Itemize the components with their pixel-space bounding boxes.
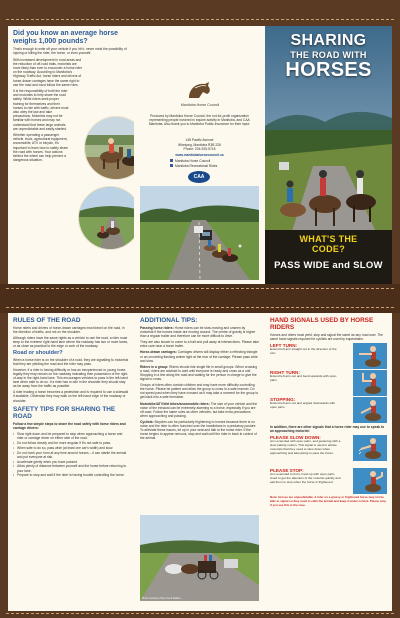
website-link[interactable]: www.manitobahorsecouncil.ca [175,153,224,157]
social-link[interactable]: Manitoba Horse Council [175,159,211,163]
list-item: • Slow right down and be prepared to stop when approaching a horse and rider or carriage driver on either side of the road. [13,432,129,440]
logo-caption: Manitoba Horse Council [180,103,220,107]
cover-title: HORSES [285,59,372,81]
paragraph: That's enough to write off your vehicle if you hit it, never mind the possibility of injuring or killing the rider, the horse, or even yourself. [13,47,127,56]
paragraph: A rider leading a horse becomes a pedestrian and is required to use a sidewalk if available. Otherwise they may walk on the left-hand edge of the roadway or shoulder. [13,390,129,403]
paragraph: When a horse rider is on the shoulder of a road, they are signalling to motorists that they are yielding the road and the rider may pass. [13,357,129,366]
item-lead: Motorbike/ATV/dirt bikes/snowmobile riders: [140,401,210,406]
tips-intro: Follow a few simple steps to share the road safely with horse riders and carriage drivers: [13,421,126,430]
panel-rules [8,313,134,611]
carriage-photo [140,515,259,601]
social-link[interactable]: Manitoba Recreational Rides [175,163,218,168]
slow-down-signal-icon [353,435,387,461]
paragraph: Horse riders and drivers of horse-drawn carriages must travel on the road, in the direction of traffic, and not on the shoulder. [13,326,125,335]
stitch-line [6,288,394,289]
signal-stopping [270,397,387,424]
address-line: Winnipeg, Manitoba R3B 2Z6 [177,142,222,147]
road-photo [140,186,259,280]
tips-list [13,432,129,478]
item-text: Carriages drivers will display either a reflecting triangle or an oncoming flashing amber light at the rear of the carriage. Please pass wide and slow. [140,350,258,363]
signal-text: Extend left arm straight out in the direction of the turn. [270,347,337,355]
list-item: • Prepare to stop and wait if the rider is having trouble controlling the horse. [13,473,129,477]
item-lead: Riders in a group: [140,364,169,369]
signal-title: STOPPING: [270,397,296,403]
signal-text: Extend left arm out and bend upwards with open palm. [270,374,337,382]
panel-additional-tips [134,313,265,611]
paragraph: Although riders have the same rights as a vehicle to use the road, a rider must keep to the extreme right-hand lane where the roadway has two or more lanes, or as close as practical to the edge or curb of the roadway. [13,336,129,349]
section-heading: HAND SIGNALS USED BY HORSE RIDERS [270,317,374,331]
list-item: • Accelerate gently when you have passed. [13,460,129,464]
list-item: • Do not follow closely and be more angular if it's not safe to pass. [13,441,129,445]
signal-text: Arm extended with open palm, and gesturing with a slow patting motion. This signal is used to advise motorists that they need to slow down when approaching and attempting to pass the horse. [270,439,341,455]
caa-logo: CAA [188,171,210,183]
please-stop-signal-icon [353,468,387,494]
paragraph: Horses and riders must yield, stop and signal the same as any road user. The same hand signals required for cyclists are used by equestrians. [270,333,384,342]
signal-left-turn [270,343,387,370]
list-item: • Allow plenty of distance between yourself and the horse before returning to your lane. [13,464,129,472]
panel-producer-info [134,26,265,284]
section-heading: SAFETY TIPS FOR SHARING THE ROAD [13,405,116,420]
paragraph: However, if a rider is having difficulty or has an inexperienced or young horse, legally they may remain on the roadway indicating their possession of the right-of-way in the right-hand lane. This encourages vehicles to pass in the left-hand lane when safe to do so. If a rider has to ride in the shoulder they should stay as far away from the traffic as possible. [13,367,129,389]
item-text: The size of your vehicle and the noise of the exhaust can be extremely alarming to a horse, especially if you are off-road. Follow the same rules as other vehicles, but take extra precautions when approaching and passing. [140,401,258,418]
paragraph: With increased development in rural areas and the reduction of off-road trails, motorists are more likely than ever to encounter a horse rider on the roadway. According to Manitoba's Highway Traffic Act, horse riders and drivers of horse-drawn carriages have the same right to use the road and must follow the same rules. [13,57,83,87]
right-turn-signal-icon [353,370,387,396]
section-heading: ADDITIONAL TIPS: [140,317,198,324]
paragraph: Whether operating a passenger vehicle, truck, agricultural equipment, snowmobile, ATV or bicycle, it's important to learn how to safely share the road with horses. Your actions behind the wheel can help prevent a dangerous situation. [13,133,68,163]
panel-cover [265,26,392,284]
signal-text: Arm extended to front, hand up with open palm. Used to get the attention of the motorist quickly and ask them to stop when the horse is frightened. [270,472,341,484]
panel-horse-weight [8,26,134,284]
code-question: WHAT'S THE [299,234,358,244]
produced-by-text: Produced by Manitoba Horse Council, the not-for-profit organization representing people involved in equine activity in Manitoba, and CAA Manitoba. Also thank you to Manitoba Public Insurance for their input. [148,114,251,127]
item-text: Riders should ride single file in small groups. When crossing a road, riders are advised to wait until everyone is ready and cross as a unit. Stopping in a line along the road and waiting for the person in charge to give the signal to cross. [140,364,258,382]
paragraph: It is the responsibility of both the rider and motorists to help share the road safely. While riders seek proper training for themselves and their horses to ride with traffic, drivers must also obey the law and take precautions. Motorists may not be familiar with horses and may not understand that these large animals are unpredictable and easily startled. [13,89,69,131]
signals-note: In addition, there are other signals that a horse rider may use to speak to an approaching motorist: [270,425,385,434]
signal-text: Extend left arm out and angled downwards with open palm. [270,401,336,409]
list-item: • Do not honk your horn at any time around horses – it can startle the animal and put everyone at risk. [13,451,129,459]
facebook-icon [170,164,173,167]
stop-signal-icon [353,397,387,423]
facebook-icon [170,159,173,162]
phone-line: Phone: 204-925-5718 [183,147,216,151]
footer-note: Note: Horses are unpredictable. A rider on a grassy or frightened horse may not be able to signal so they need to calm the animal and keep it under control. Please stop if you see this is the case. [270,495,386,507]
rider-photo-circle [84,116,134,180]
section-heading: RULES OF THE ROAD [13,317,81,324]
signal-please-stop [270,468,387,496]
item-lead: Cyclists: [140,419,154,424]
stitch-line [6,613,394,614]
list-item: • When safe to do so, pass wide (at least one car's width) and slow. [13,446,129,450]
left-turn-signal-icon [353,343,387,369]
photo-caption: Photo courtesy of Dry Creek Stables [142,597,181,600]
item-lead: Passing horse riders: [140,326,174,330]
code-question: CODE? [312,244,345,254]
sub-heading: Road or shoulder? [13,350,63,357]
signal-title: RIGHT TURN: [270,370,300,376]
address-line: 145 Pacific Avenue [185,138,214,142]
signal-title: PLEASE SLOW DOWN: [270,435,321,441]
signal-title: LEFT TURN: [270,343,298,349]
item-text: They are also slower to come to a halt and pull away at intersections. Please take extra care near a horse trailer. [140,340,259,349]
item-lead: Horse-drawn carriages: [140,350,177,355]
stitched-seam [0,284,400,313]
social-row [170,164,240,168]
signal-right-turn [270,370,387,397]
code-answer: PASS WIDE and SLOW [274,260,383,271]
panel-hand-signals [265,313,392,611]
stitch-line [6,307,394,308]
item-text: Horse riders can be slow-moving and unseen by motorists if the horses inside are moving around. The centre of gravity is higher than a regular trailer and therefore can be more difficult to drive. [140,326,256,339]
signal-title: PLEASE STOP: [270,468,304,474]
panel-heading: Did you know an average horse weighs 1,000 pounds? [13,30,119,45]
cover-title: THE ROAD WITH [290,50,367,60]
stitch-line [6,19,394,20]
item-text: Groups of riders often contain children and may have more difficulty controlling the horse. Please be patient and allow the group to cross in a safe manner. Do not speed past when they have crossed as it may take a moment for the group to get back into a safe formation. [140,383,259,400]
riders-road-photo-circle [78,186,134,250]
cover-title: SHARING [290,32,367,49]
signal-slow-down [270,435,387,468]
item-text: Bicycles can be particularly frightening to horses because there is no noise and the rider is often hunched over the handlebars in a predatory posture. To alleviate these issues, let up in your seat and talk to the horse rider. If the horse begins to appear nervous, stop and wait until the rider is back in control of the animal. [140,419,257,441]
